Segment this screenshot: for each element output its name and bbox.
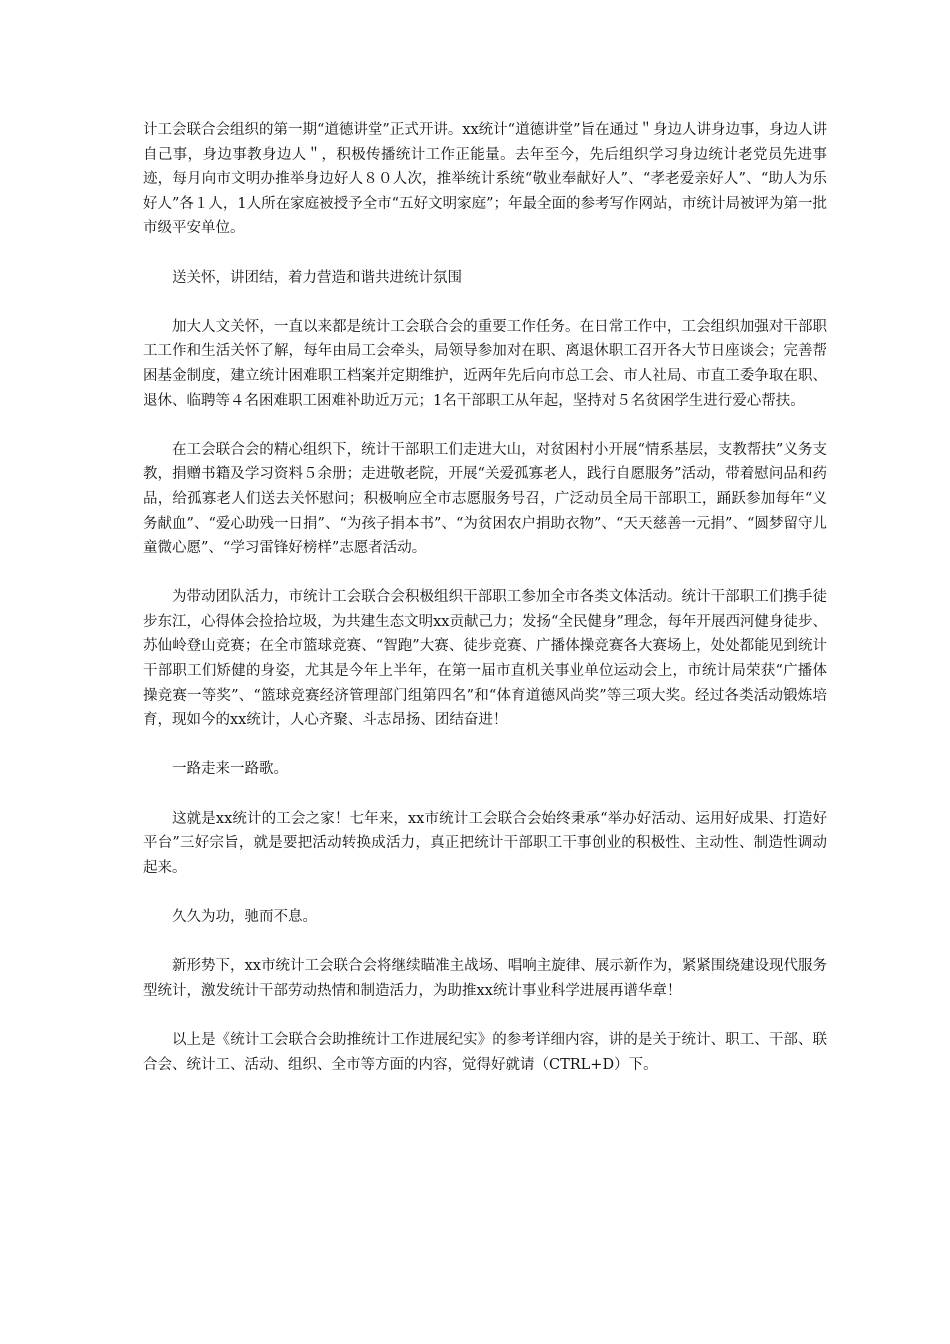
paragraph-short-slogan-2: 久久为功，驰而不息。 — [172, 909, 317, 925]
paragraph-union-home: 这就是xx统计的工会之家！七年来，xx市统计工会联合会始终秉承“举办好活动、运用好成果、打造好平台”三好宗旨，就是要把活动转换成活力，真正把统计干部职工干事创业的积极性、主动性、制造性调动起来。 — [143, 810, 827, 876]
section-heading-care-unity: 送关怀，讲团结，着力营造和谐共进统计氛围 — [172, 269, 462, 286]
paragraph-humanistic-care: 加大人文关怀，一直以来都是统计工会联合会的重要工作任务。在日常工作中，工会组织加强对干部职工工作和生活关怀了解，每年由局工会牵头，局领导参加对在职、离退休职工召开各大节日座谈会；完善帮困基金制度，建立统计困难职工档案并定期维护，近两年先后向市总工会、市人社局、市直工委争取在职、退休、临聘等４名困难职工困难补助近万元；1名干部职工从年起，坚持对５名贫困学生进行爱心帮扶。 — [143, 318, 827, 409]
document-body — [143, 118, 827, 1102]
paragraph-volunteer: 在工会联合会的精心组织下，统计干部职工们走进大山，对贫困村小开展“情系基层，支教帮扶”义务支教，捐赠书籍及学习资料５余册；走进敬老院，开展“关爱孤寡老人，践行自愿服务”活动，带着慰问品和药品，给孤寡老人们送去关怀慰问；积极响应全市志愿服务号召，广泛动员全局干部职工，踊跃参加每年“义务献血”、“爱心助残一日捐”、“为孩子捐本书”、“为贫困农户捐助衣物”、“天天慈善一元捐”、“圆梦留守儿童微心愿”、“学习雷锋好榜样”志愿者活动。 — [143, 441, 827, 557]
paragraph-summary: 以上是《统计工会联合会助推统计工作进展纪实》的参考详细内容，讲的是关于统计、职工、干部、联合会、统计工、活动、组织、全市等方面的内容，觉得好就请（CTRL+D）下。 — [143, 1031, 827, 1073]
paragraph-new-situation: 新形势下，xx市统计工会联合会将继续瞄准主战场、唱响主旋律、展示新作为，紧紧围绕建设现代服务型统计，激发统计干部劳动热情和制造活力，为助推xx统计事业科学进展再谱华章！ — [143, 958, 827, 999]
paragraph-short-slogan-1: 一路走来一路歌。 — [172, 761, 288, 778]
paragraph-1: 计工会联合会组织的第一期“道德讲堂”正式开讲。xx统计“道德讲堂”旨在通过＂身边人讲身边事，身边人讲自己事，身边事教身边人＂，积极传播统计工作正能量。去年至今，先后组织学习身边统计老党员先进事迹，每月向市文明办推举身边好人８０人次，推举统计系统“敬业奉献好人”、“孝老爱亲好人”、“助人为乐好人”各１人，1人所在家庭被授予全市“五好文明家庭”；年最全面的参考写作网站，市统计局被评为第一批市级平安单位。 — [143, 122, 828, 237]
paragraph-sports-activities: 为带动团队活力，市统计工会联合会积极组织干部职工参加全市各类文体活动。统计干部职工们携手徒步东江，心得体会捡拾垃圾，为共建生态文明xx贡献己力；发扬“全民健身”理念，每年开展西河健身徒步、苏仙岭登山竞赛；在全市篮球竞赛、“智跑”大赛、徒步竞赛、广播体操竞赛各大赛场上，处处都能见到统计干部职工们矫健的身姿，尤其是今年上半年，在第一届市直机关事业单位运动会上，市统计局荣获“广播体操竞赛一等奖”、“篮球竞赛经济管理部门组第四名”和“体育道德风尚奖”等三项大奖。经过各类活动锻炼培育，现如今的xx统计，人心齐聚、斗志昂扬、团结奋进！ — [143, 589, 827, 729]
